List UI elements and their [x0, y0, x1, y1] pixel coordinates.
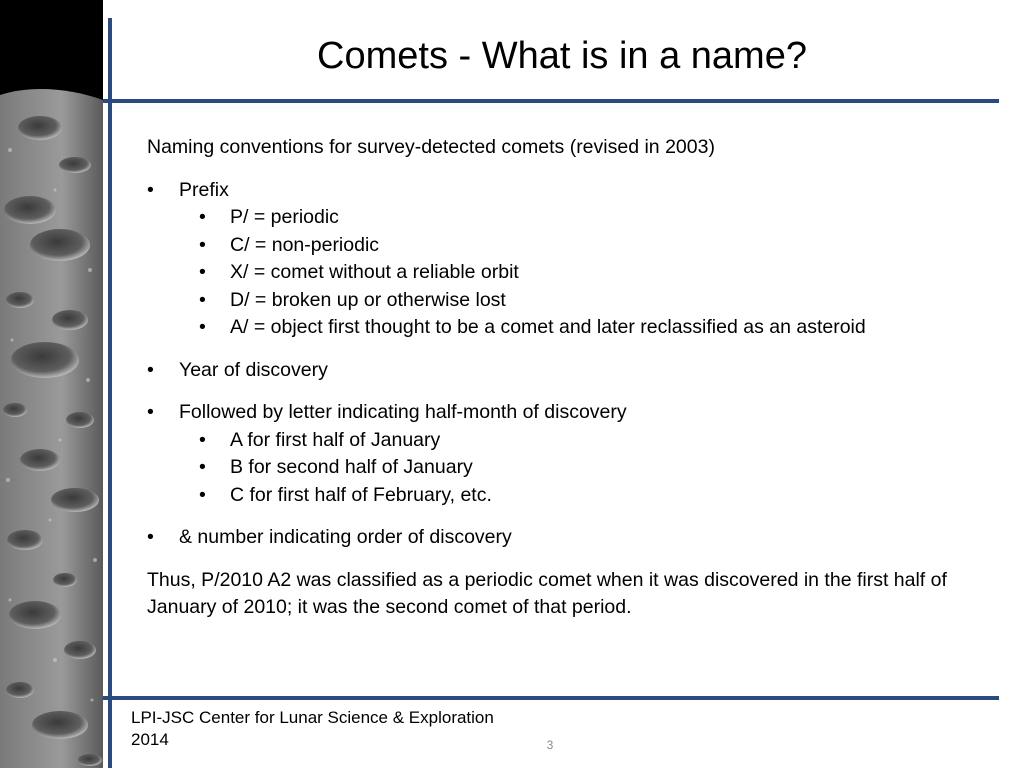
- conclusion-text: Thus, P/2010 A2 was classified as a periodic comet when it was discovered in the first half of January of 2010; it was the second comet of that period.: [147, 568, 947, 618]
- bullet-label: Year of discovery: [179, 358, 328, 381]
- sub-bullet-list: [179, 427, 1007, 510]
- footer-year: 2014: [131, 730, 169, 749]
- vertical-accent-bar: [108, 18, 112, 768]
- lunar-surface-craters-image: [0, 0, 103, 768]
- sub-bullet-item: • A/ = object first thought to be a comet and later reclassified as an asteroid: [147, 314, 1007, 342]
- sub-bullet-item: • B for second half of January: [147, 454, 1007, 482]
- sub-bullet-item: • X/ = comet without a reliable orbit: [147, 259, 1007, 287]
- sub-bullet-item: • D/ = broken up or otherwise lost: [147, 287, 1007, 315]
- bullet-label: & number indicating order of discovery: [179, 526, 512, 548]
- bullet-number: [147, 524, 1007, 552]
- bullet-label: Prefix: [179, 178, 229, 201]
- lunar-surface-image: [0, 0, 103, 768]
- footer-divider: [103, 696, 999, 700]
- slide-body: [147, 134, 1007, 622]
- sub-bullet-item: • P/ = periodic: [147, 204, 1007, 232]
- footer-org: LPI-JSC Center for Lunar Science & Exploration: [131, 708, 494, 727]
- bullet-prefix: [147, 177, 1007, 342]
- page-number: 3: [546, 738, 554, 752]
- bullet-list: [147, 177, 1007, 552]
- slide-title: Comets - What is in a name?: [317, 35, 807, 77]
- intro-text: Naming conventions for survey-detected comets (revised in 2003): [147, 136, 715, 158]
- sub-bullet-item: • A for first half of January: [147, 427, 1007, 455]
- bullet-year: [147, 357, 1007, 385]
- sub-bullet-item: • C/ = non-periodic: [147, 232, 1007, 260]
- sub-bullet-item: • C for first half of February, etc.: [147, 482, 1007, 510]
- bullet-label: Followed by letter indicating half-month of discovery: [179, 401, 627, 423]
- bullet-letter: [147, 399, 1007, 509]
- footer: [131, 707, 571, 751]
- sub-bullet-list: [179, 204, 1007, 342]
- title-divider: [103, 99, 999, 103]
